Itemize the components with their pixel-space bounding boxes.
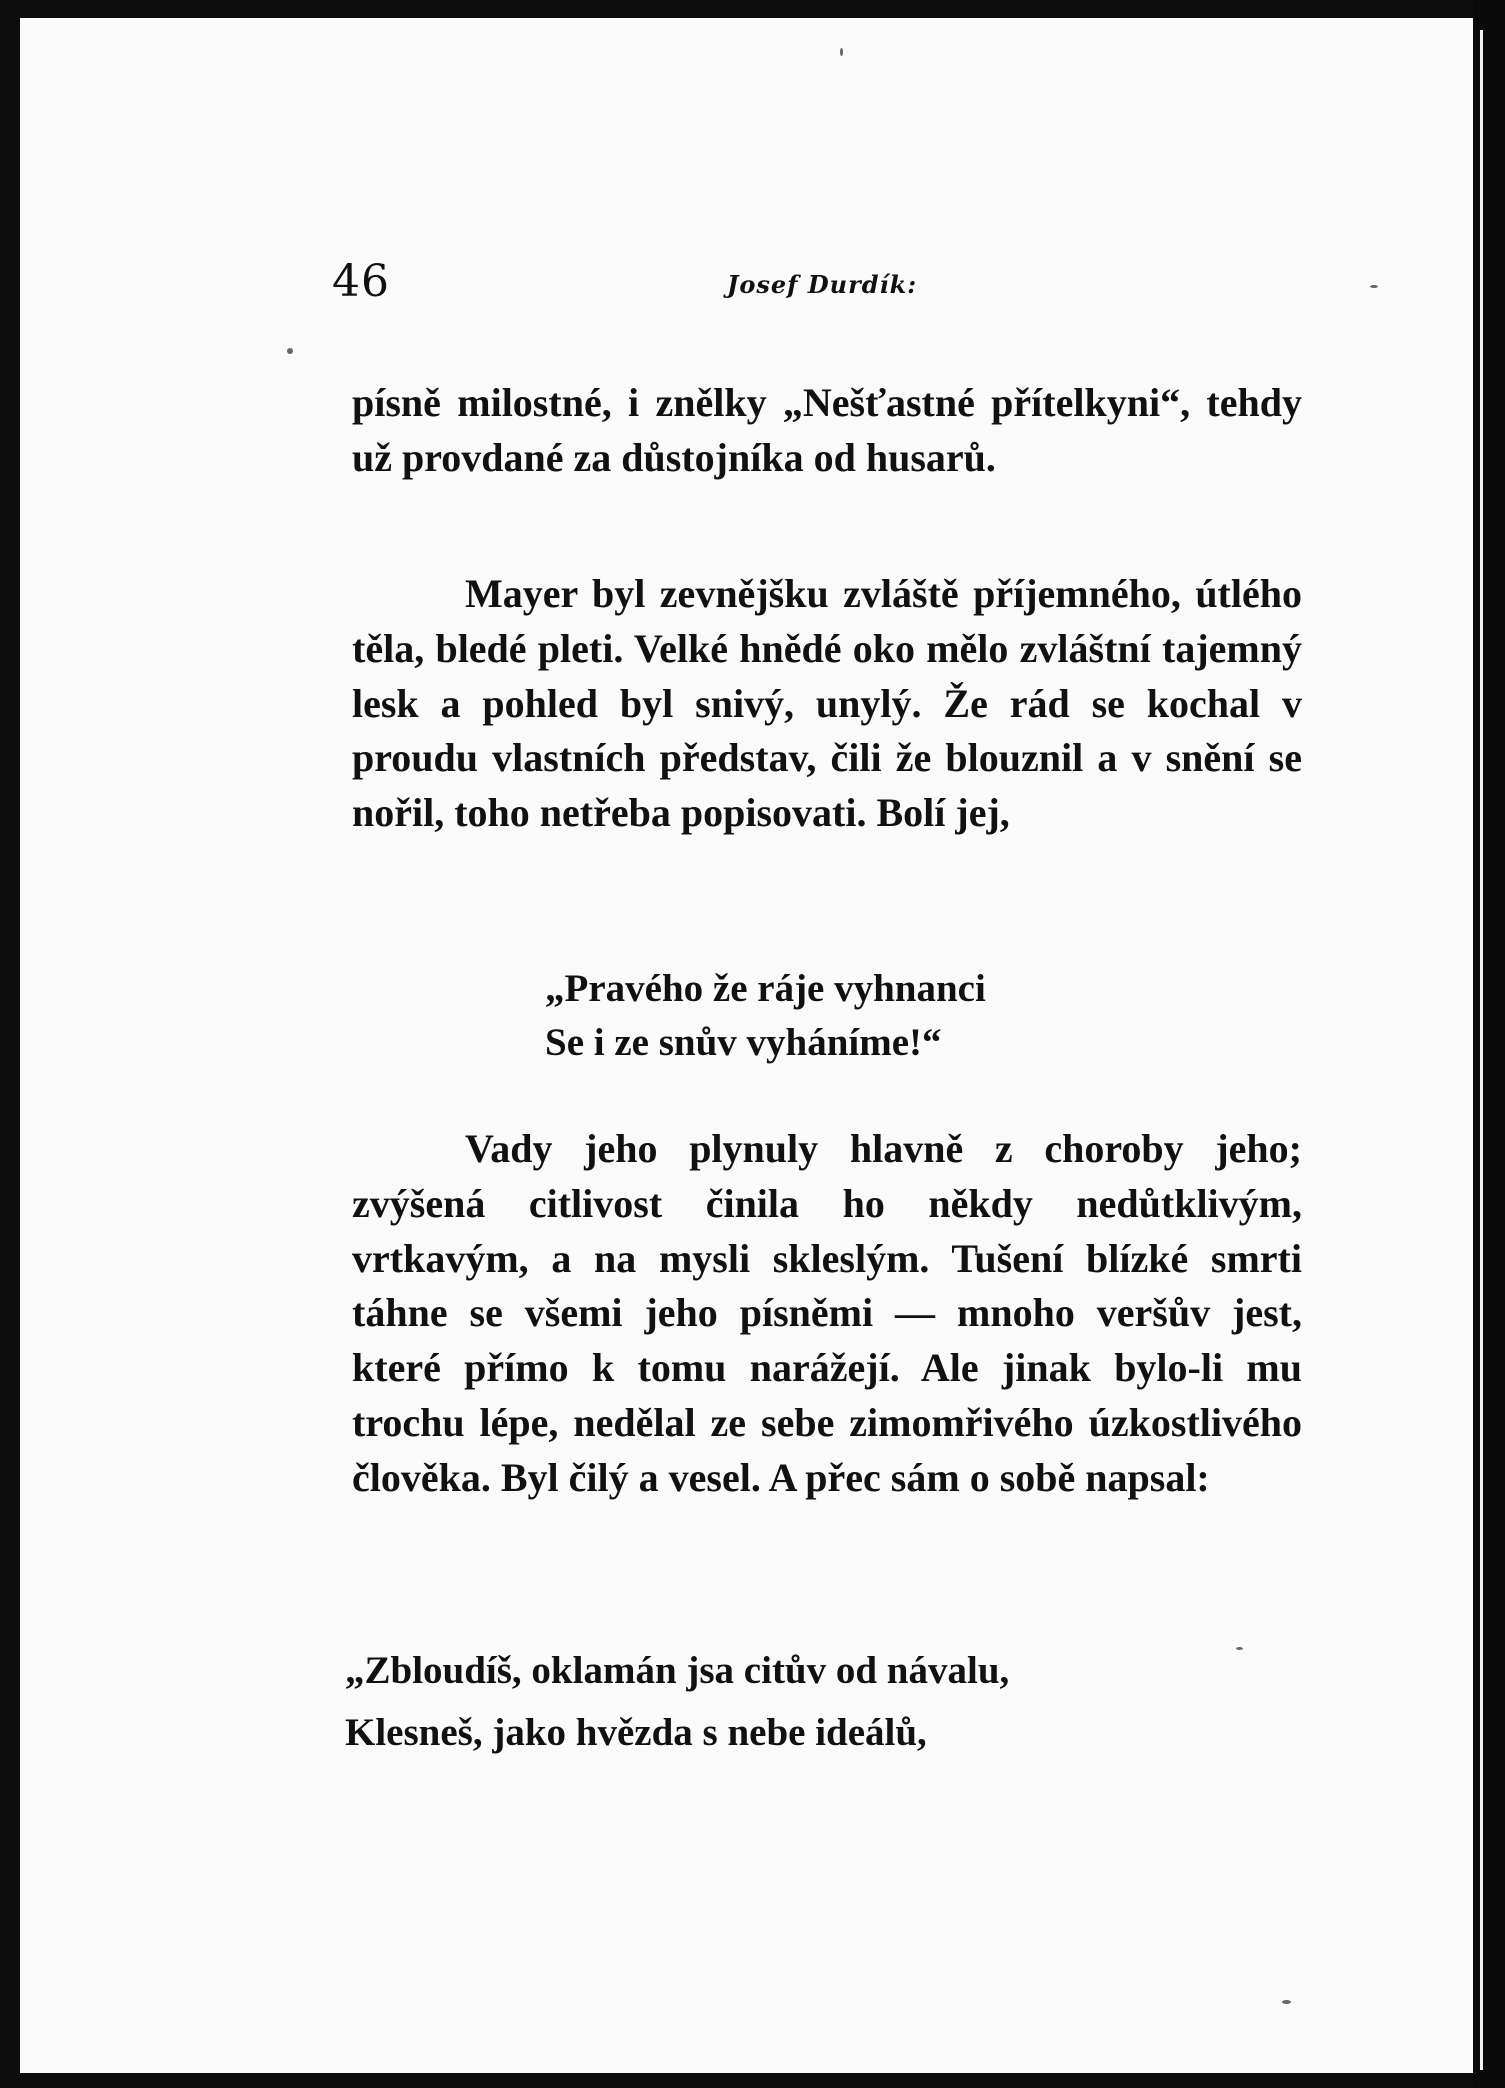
running-header — [332, 256, 1302, 316]
paragraph-illness: Vady jeho plynuly hlavně z choroby jeho; zvýšená citlivost činila ho někdy nedůtklivým, vrtkavým, a na mysli skleslým. Tušení blízké smrti táhne se všemi jeho písněmi — mnoho veršův jest, které přímo k tomu narážejí. Ale jinak bylo-li mu trochu lépe, nedělal ze sebe zimomřivého úzkostlivého člověka. Byl čilý a vesel. A přec sám o sobě napsal: — [352, 1126, 1302, 1500]
verse-line: Se i ze snův vyháníme!“ — [545, 1021, 942, 1064]
verse-quote-1 — [545, 962, 986, 1070]
paragraph-continuation: písně milostné, i znělky „Nešťastné přítelkyni“, tehdy už provdané za důstojníka od husarů. — [352, 380, 1302, 480]
scan-speck — [1370, 285, 1378, 288]
scan-speck — [287, 348, 293, 354]
scan-page-edge-line — [1480, 30, 1483, 2070]
running-head-author: Josef Durdík: — [727, 270, 918, 299]
scan-speck — [1282, 2000, 1291, 2004]
paragraph-mayer-description: Mayer byl zevnějšku zvláště příjemného, útlého těla, bledé pleti. Velké hnědé oko mělo zvláštní tajemný lesk a pohled byl snivý, unylý. Že rád se kochal v proudu vlastních představ, čili že blouznil a v snění se nořil, toho netřeba popisovati. Bolí jej, — [352, 571, 1302, 836]
verse-quote-2 — [345, 1640, 1009, 1764]
verse-line: „Pravého že ráje vyhnanci — [545, 967, 986, 1010]
verse-line: Klesneš, jako hvězda s nebe ideálů, — [345, 1711, 927, 1754]
verse-line: „Zbloudíš, oklamán jsa citův od návalu, — [345, 1649, 1010, 1692]
scan-speck — [1236, 1647, 1243, 1650]
page-number: 46 — [332, 256, 390, 307]
scan-right-border — [1473, 0, 1505, 2088]
scan-speck — [840, 48, 843, 56]
